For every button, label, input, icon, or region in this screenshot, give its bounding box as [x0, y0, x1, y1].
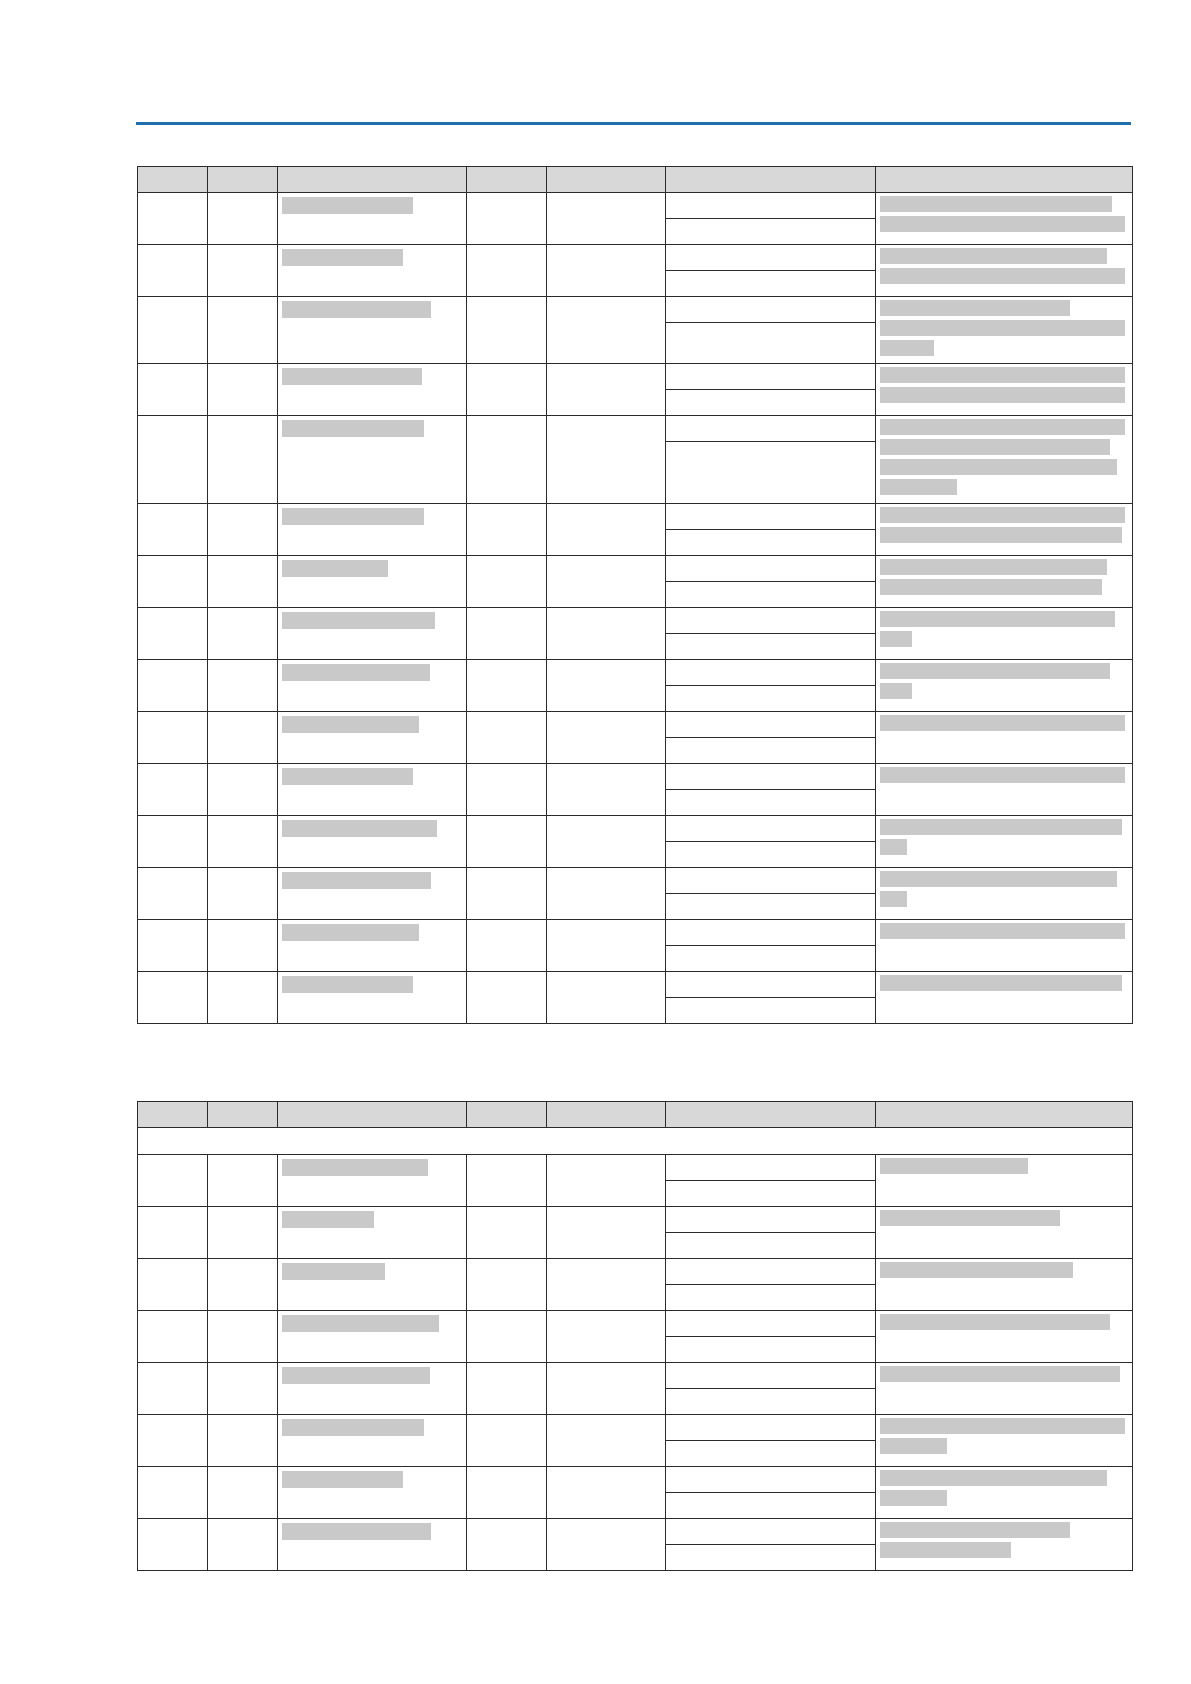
parameter-table-2	[137, 1101, 1133, 1571]
cell-col1	[138, 764, 208, 816]
cell-description	[876, 1363, 1133, 1415]
cell-description	[876, 816, 1133, 868]
cell-description	[876, 364, 1133, 416]
header-rule	[136, 122, 1131, 125]
cell-col1	[138, 1415, 208, 1467]
cell-col2	[208, 556, 278, 608]
cell-col4	[467, 1467, 547, 1519]
cell-description	[876, 1467, 1133, 1519]
cell-name	[278, 245, 467, 297]
header-cell	[467, 167, 547, 193]
cell-value-bottom	[666, 1389, 876, 1415]
redacted-description-line	[880, 871, 1117, 887]
cell-col4	[467, 1311, 547, 1363]
redacted-description-line	[880, 1262, 1073, 1278]
redacted-description-line	[880, 340, 934, 356]
cell-col1	[138, 608, 208, 660]
redacted-description-line	[880, 268, 1125, 284]
cell-col1	[138, 1467, 208, 1519]
header-cell	[278, 1102, 467, 1128]
redacted-name	[282, 508, 424, 525]
cell-col2	[208, 297, 278, 364]
redacted-description-line	[880, 1418, 1125, 1434]
cell-col2	[208, 1519, 278, 1571]
redacted-description-line	[880, 300, 1070, 316]
cell-value-top	[666, 972, 876, 998]
table-header-row	[138, 167, 1133, 193]
cell-description	[876, 764, 1133, 816]
redacted-description-line	[880, 1158, 1028, 1174]
header-cell	[876, 167, 1133, 193]
cell-value-bottom	[666, 842, 876, 868]
cell-description	[876, 297, 1133, 364]
cell-value-top	[666, 920, 876, 946]
cell-col2	[208, 364, 278, 416]
table-row	[138, 1259, 1133, 1285]
header-cell	[278, 167, 467, 193]
cell-name	[278, 1519, 467, 1571]
cell-col4	[467, 972, 547, 1024]
redacted-description-line	[880, 923, 1125, 939]
cell-col4	[467, 416, 547, 504]
cell-col2	[208, 1207, 278, 1259]
cell-description	[876, 1415, 1133, 1467]
redacted-description-line	[880, 631, 912, 647]
cell-col2	[208, 1467, 278, 1519]
cell-col1	[138, 1259, 208, 1311]
redacted-description-line	[880, 439, 1110, 455]
cell-value-bottom	[666, 946, 876, 972]
redacted-description-line	[880, 579, 1102, 595]
cell-name	[278, 920, 467, 972]
cell-value-bottom	[666, 390, 876, 416]
cell-name	[278, 712, 467, 764]
parameter-table-1	[137, 166, 1133, 1024]
cell-col5	[547, 972, 666, 1024]
cell-col1	[138, 868, 208, 920]
cell-col4	[467, 1415, 547, 1467]
cell-value-top	[666, 1363, 876, 1389]
table-header-row	[138, 1102, 1133, 1128]
cell-col1	[138, 1519, 208, 1571]
cell-name	[278, 1259, 467, 1311]
cell-description	[876, 868, 1133, 920]
cell-col2	[208, 764, 278, 816]
cell-value-bottom	[666, 1337, 876, 1363]
cell-value-top	[666, 193, 876, 219]
header-cell	[467, 1102, 547, 1128]
cell-value-top	[666, 1207, 876, 1233]
redacted-description-line	[880, 507, 1125, 523]
cell-col5	[547, 416, 666, 504]
cell-col1	[138, 1207, 208, 1259]
cell-value-top	[666, 504, 876, 530]
cell-col5	[547, 920, 666, 972]
cell-value-top	[666, 1311, 876, 1337]
cell-description	[876, 608, 1133, 660]
header-cell	[138, 167, 208, 193]
cell-col1	[138, 245, 208, 297]
cell-col5	[547, 193, 666, 245]
cell-value-top	[666, 364, 876, 390]
table-row	[138, 297, 1133, 323]
cell-col1	[138, 1155, 208, 1207]
cell-value-bottom	[666, 271, 876, 297]
cell-value-bottom	[666, 1441, 876, 1467]
cell-value-bottom	[666, 738, 876, 764]
redacted-name	[282, 1419, 424, 1436]
redacted-description-line	[880, 1314, 1110, 1330]
redacted-name	[282, 872, 431, 889]
cell-col2	[208, 193, 278, 245]
cell-col5	[547, 1363, 666, 1415]
redacted-name	[282, 924, 419, 941]
cell-name	[278, 1311, 467, 1363]
cell-col5	[547, 1259, 666, 1311]
table-row	[138, 245, 1133, 271]
cell-value-bottom	[666, 582, 876, 608]
cell-col5	[547, 364, 666, 416]
cell-col2	[208, 660, 278, 712]
cell-value-bottom	[666, 442, 876, 504]
cell-col1	[138, 920, 208, 972]
cell-col1	[138, 297, 208, 364]
cell-value-bottom	[666, 1233, 876, 1259]
cell-value-bottom	[666, 1493, 876, 1519]
redacted-description-line	[880, 767, 1125, 783]
redacted-description-line	[880, 1438, 947, 1454]
header-cell	[208, 1102, 278, 1128]
cell-col2	[208, 1311, 278, 1363]
redacted-description-line	[880, 663, 1110, 679]
cell-value-bottom	[666, 219, 876, 245]
redacted-description-line	[880, 975, 1122, 991]
redacted-description-line	[880, 559, 1107, 575]
cell-col4	[467, 245, 547, 297]
redacted-name	[282, 768, 413, 785]
cell-value-top	[666, 556, 876, 582]
cell-name	[278, 193, 467, 245]
cell-col4	[467, 297, 547, 364]
cell-col5	[547, 1155, 666, 1207]
cell-col2	[208, 416, 278, 504]
cell-col2	[208, 245, 278, 297]
cell-description	[876, 1259, 1133, 1311]
section-row	[138, 1128, 1133, 1155]
cell-name	[278, 1415, 467, 1467]
cell-name	[278, 972, 467, 1024]
redacted-name	[282, 716, 419, 733]
cell-name	[278, 816, 467, 868]
cell-col4	[467, 764, 547, 816]
table-row	[138, 364, 1133, 390]
cell-value-bottom	[666, 1285, 876, 1311]
redacted-name	[282, 1523, 431, 1540]
cell-description	[876, 504, 1133, 556]
table-row	[138, 193, 1133, 219]
table-row	[138, 608, 1133, 634]
cell-value-bottom	[666, 998, 876, 1024]
cell-col5	[547, 297, 666, 364]
cell-name	[278, 556, 467, 608]
cell-col4	[467, 1363, 547, 1415]
table-row	[138, 1415, 1133, 1441]
redacted-description-line	[880, 1542, 1011, 1558]
cell-value-top	[666, 1519, 876, 1545]
redacted-description-line	[880, 715, 1125, 731]
redacted-name	[282, 368, 422, 385]
cell-value-bottom	[666, 530, 876, 556]
cell-col4	[467, 1155, 547, 1207]
table-row	[138, 504, 1133, 530]
cell-value-bottom	[666, 1545, 876, 1571]
cell-description	[876, 972, 1133, 1024]
cell-col1	[138, 364, 208, 416]
redacted-description-line	[880, 683, 912, 699]
cell-col2	[208, 920, 278, 972]
redacted-description-line	[880, 1490, 947, 1506]
table-row	[138, 1207, 1133, 1233]
redacted-description-line	[880, 367, 1125, 383]
table-row	[138, 816, 1133, 842]
cell-col4	[467, 920, 547, 972]
redacted-name	[282, 1471, 403, 1488]
cell-col2	[208, 1259, 278, 1311]
redacted-description-line	[880, 1470, 1107, 1486]
redacted-description-line	[880, 839, 907, 855]
redacted-name	[282, 1367, 430, 1384]
cell-col1	[138, 712, 208, 764]
redacted-description-line	[880, 1522, 1070, 1538]
redacted-description-line	[880, 1210, 1060, 1226]
redacted-description-line	[880, 387, 1125, 403]
redacted-name	[282, 1159, 428, 1176]
cell-value-top	[666, 1415, 876, 1441]
cell-col4	[467, 1519, 547, 1571]
cell-value-bottom	[666, 634, 876, 660]
header-cell	[666, 1102, 876, 1128]
cell-col4	[467, 193, 547, 245]
header-cell	[208, 167, 278, 193]
cell-col4	[467, 364, 547, 416]
redacted-description-line	[880, 459, 1117, 475]
cell-col4	[467, 504, 547, 556]
redacted-description-line	[880, 1366, 1120, 1382]
cell-col1	[138, 660, 208, 712]
redacted-name	[282, 1211, 374, 1228]
cell-col1	[138, 1363, 208, 1415]
cell-col5	[547, 1519, 666, 1571]
redacted-description-line	[880, 248, 1107, 264]
table-row	[138, 416, 1133, 442]
cell-name	[278, 297, 467, 364]
table-row	[138, 1363, 1133, 1389]
cell-description	[876, 416, 1133, 504]
table-row	[138, 1467, 1133, 1493]
cell-value-bottom	[666, 1181, 876, 1207]
redacted-name	[282, 976, 413, 993]
cell-col5	[547, 1467, 666, 1519]
redacted-description-line	[880, 891, 907, 907]
cell-col5	[547, 816, 666, 868]
cell-col5	[547, 504, 666, 556]
cell-col5	[547, 1207, 666, 1259]
cell-description	[876, 556, 1133, 608]
cell-description	[876, 920, 1133, 972]
cell-name	[278, 1467, 467, 1519]
redacted-description-line	[880, 611, 1115, 627]
cell-col5	[547, 660, 666, 712]
cell-name	[278, 504, 467, 556]
cell-value-top	[666, 816, 876, 842]
cell-col5	[547, 764, 666, 816]
cell-value-top	[666, 1155, 876, 1181]
cell-col5	[547, 245, 666, 297]
redacted-description-line	[880, 419, 1125, 435]
cell-col1	[138, 1311, 208, 1363]
cell-col5	[547, 608, 666, 660]
cell-value-top	[666, 608, 876, 634]
cell-description	[876, 1155, 1133, 1207]
cell-col4	[467, 556, 547, 608]
cell-description	[876, 660, 1133, 712]
cell-value-top	[666, 245, 876, 271]
redacted-name	[282, 612, 435, 629]
cell-name	[278, 1363, 467, 1415]
table-row	[138, 972, 1133, 998]
cell-col1	[138, 193, 208, 245]
cell-value-top	[666, 712, 876, 738]
table-row	[138, 920, 1133, 946]
cell-col2	[208, 608, 278, 660]
cell-col5	[547, 712, 666, 764]
cell-value-bottom	[666, 894, 876, 920]
redacted-description-line	[880, 479, 957, 495]
redacted-name	[282, 301, 431, 318]
cell-name	[278, 868, 467, 920]
cell-col4	[467, 712, 547, 764]
table-row	[138, 868, 1133, 894]
cell-value-top	[666, 868, 876, 894]
cell-description	[876, 1519, 1133, 1571]
cell-col5	[547, 1311, 666, 1363]
cell-value-top	[666, 1467, 876, 1493]
cell-name	[278, 364, 467, 416]
header-cell	[876, 1102, 1133, 1128]
redacted-name	[282, 197, 413, 214]
redacted-description-line	[880, 819, 1122, 835]
cell-col1	[138, 556, 208, 608]
cell-name	[278, 1207, 467, 1259]
cell-col1	[138, 972, 208, 1024]
cell-value-top	[666, 297, 876, 323]
redacted-name	[282, 664, 430, 681]
cell-col2	[208, 816, 278, 868]
cell-col2	[208, 1363, 278, 1415]
table-row	[138, 764, 1133, 790]
cell-value-bottom	[666, 323, 876, 364]
cell-name	[278, 608, 467, 660]
cell-col4	[467, 608, 547, 660]
cell-name	[278, 764, 467, 816]
cell-col2	[208, 504, 278, 556]
cell-description	[876, 1311, 1133, 1363]
cell-col5	[547, 556, 666, 608]
cell-col4	[467, 816, 547, 868]
redacted-name	[282, 420, 424, 437]
redacted-name	[282, 1315, 439, 1332]
cell-col4	[467, 1259, 547, 1311]
header-cell	[547, 1102, 666, 1128]
cell-col4	[467, 868, 547, 920]
cell-value-top	[666, 1259, 876, 1285]
header-cell	[547, 167, 666, 193]
redacted-description-line	[880, 527, 1122, 543]
cell-description	[876, 1207, 1133, 1259]
table-row	[138, 660, 1133, 686]
cell-col2	[208, 1155, 278, 1207]
cell-col4	[467, 1207, 547, 1259]
redacted-description-line	[880, 320, 1125, 336]
cell-description	[876, 245, 1133, 297]
cell-col1	[138, 504, 208, 556]
table-row	[138, 556, 1133, 582]
cell-col5	[547, 868, 666, 920]
cell-col2	[208, 712, 278, 764]
table-row	[138, 712, 1133, 738]
redacted-name	[282, 560, 388, 577]
redacted-name	[282, 1263, 385, 1280]
table-row	[138, 1519, 1133, 1545]
cell-value-top	[666, 764, 876, 790]
cell-description	[876, 193, 1133, 245]
cell-value-top	[666, 660, 876, 686]
redacted-name	[282, 249, 403, 266]
cell-description	[876, 712, 1133, 764]
cell-col1	[138, 416, 208, 504]
cell-col2	[208, 972, 278, 1024]
cell-value-bottom	[666, 790, 876, 816]
cell-name	[278, 660, 467, 712]
cell-value-top	[666, 416, 876, 442]
header-cell	[138, 1102, 208, 1128]
cell-col2	[208, 1415, 278, 1467]
redacted-description-line	[880, 216, 1125, 232]
cell-name	[278, 416, 467, 504]
cell-value-bottom	[666, 686, 876, 712]
cell-col4	[467, 660, 547, 712]
cell-col1	[138, 816, 208, 868]
section-cell	[138, 1128, 1133, 1155]
cell-col5	[547, 1415, 666, 1467]
redacted-description-line	[880, 196, 1112, 212]
cell-name	[278, 1155, 467, 1207]
table-row	[138, 1311, 1133, 1337]
header-cell	[666, 167, 876, 193]
redacted-name	[282, 820, 437, 837]
cell-col2	[208, 868, 278, 920]
table-row	[138, 1155, 1133, 1181]
